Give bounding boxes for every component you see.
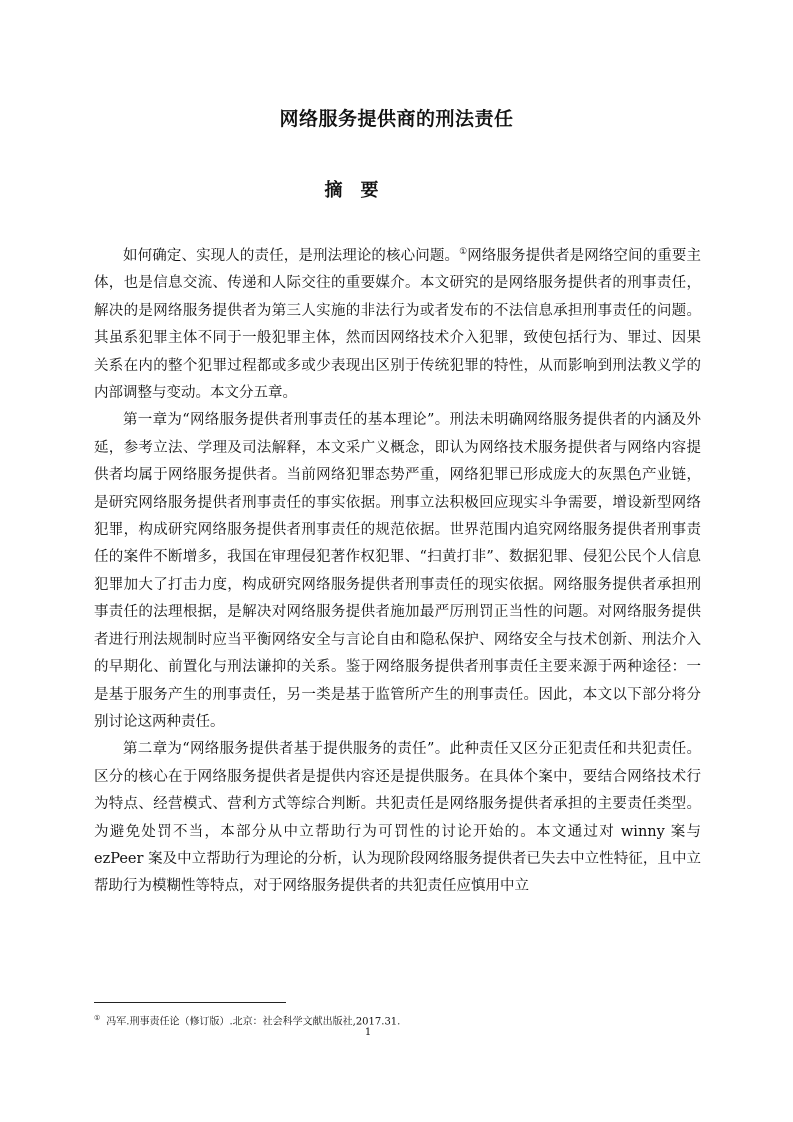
paragraph-2: 第一章为“网络服务提供者刑事责任的基本理论”。刑法未明确网络服务提供者的内涵及外延，参考立法、学理及司法解释，本文采广义概念，即认为网络技术服务提供者与网络内容提供者均属于网络服务提供者。当前网络犯罪态势严重，网络犯罪已形成庞大的灰黑色产业链，是研究网络服务提供者刑事责任的事实依据。刑事立法积极回应现实斗争需要，增设新型网络犯罪，构成研究网络服务提供者刑事责任的规范依据。世界范围内追究网络服务提供者刑事责任的案件不断增多，我国在审理侵犯著作权犯罪、“扫黄打非”、数据犯罪、侵犯公民个人信息犯罪加大了打击力度，构成研究网络服务提供者刑事责任的现实依据。网络服务提供者承担刑事责任的法理根据，是解决对网络服务提供者施加最严厉刑罚正当性的问题。对网络服务提供者进行刑法规制时应当平衡网络安全与言论自由和隐私保护、网络安全与技术创新、刑法介入的早期化、前置化与刑法谦抑的关系。鉴于网络服务提供者刑事责任主要来源于两种途径：一是基于服务产生的刑事责任，另一类是基于监管所产生的刑事责任。因此，本文以下部分将分别讨论这两种责任。: [94, 412, 701, 730]
paragraph-1-lead: 如何确定、实现人的责任，是刑法理论的核心问题。: [123, 248, 460, 264]
footnote-text: 冯军.刑事责任论（修订版）.北京：社会科学文献出版社,2017.31.: [106, 1016, 401, 1028]
paragraph-1: [94, 243, 701, 407]
footnote-divider: [94, 1002, 286, 1003]
paragraph-1-rest: 网络服务提供者是网络空间的重要主体，也是信息交流、传递和人际交往的重要媒介。本文研究的是网络服务提供者的刑事责任，解决的是网络服务提供者为第三人实施的非法行为或者发布的不法信息承担刑事责任的问题。其虽系犯罪主体不同于一般犯罪主体，然而因网络技术介入犯罪，致使包括行为、罪过、因果关系在内的整个犯罪过程都或多或少表现出区别于传统犯罪的特性，从而影响到刑法教义学的内部调整与变动。本文分五章。: [94, 248, 701, 402]
footnote-mark: ①: [94, 1014, 101, 1022]
abstract-body: [94, 243, 701, 901]
paragraph-3: 第二章为“网络服务提供者基于提供服务的责任”。此种责任又区分正犯责任和共犯责任。区分的核心在于网络服务提供者是提供内容还是提供服务。在具体个案中，要结合网络技术行为特点、经营模式、营利方式等综合判断。共犯责任是网络服务提供者承担的主要责任类型。为避免处罚不当，本部分从中立帮助行为可罚性的讨论开始的。本文通过对 winny 案与 ezPeer 案及中立帮助行为理论的分析，认为现阶段网络服务提供者已失去中立性特征，且中立帮助行为模糊性等特点，对于网络服务提供者的共犯责任应慎用中立: [94, 741, 701, 895]
paper-title: 网络服务提供商的刑法责任: [279, 108, 514, 130]
abstract-heading: 摘 要: [324, 180, 379, 201]
page-number: 1: [364, 1027, 372, 1038]
footnote-ref-mark[interactable]: ①: [459, 247, 468, 258]
